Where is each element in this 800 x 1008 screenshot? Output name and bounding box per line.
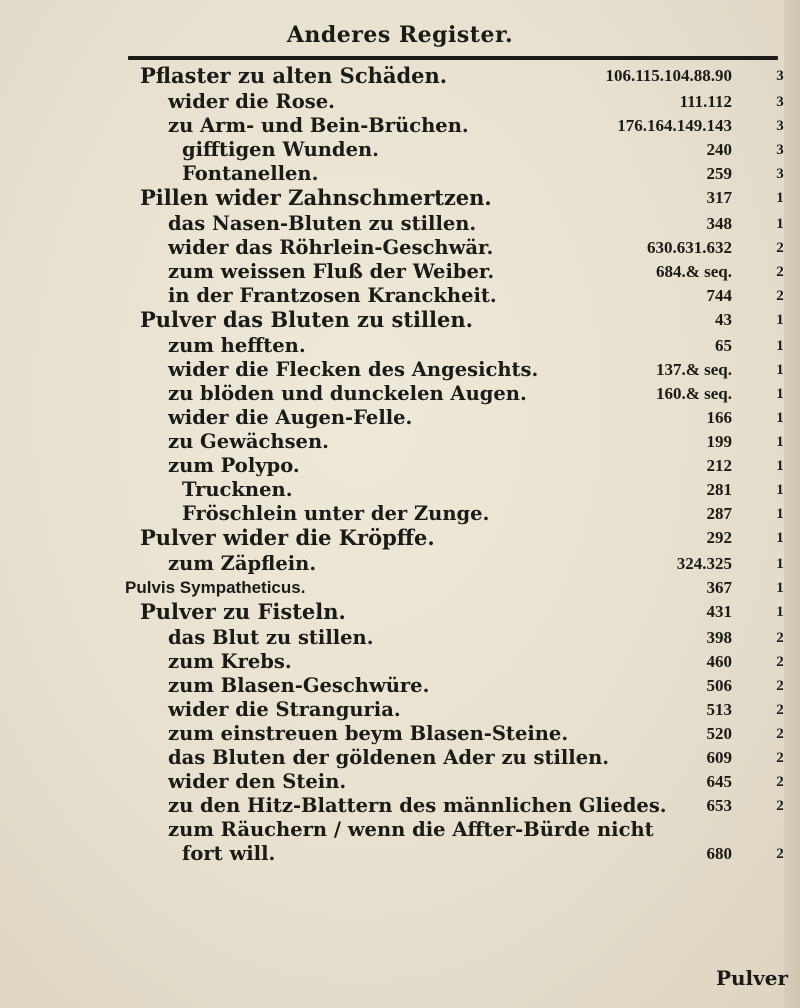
entry-pages: 506 [706,676,732,695]
register-entry [0,770,800,794]
entry-label: zum Polypo. [168,454,300,477]
entry-pages: 160.& seq. [655,384,732,403]
entry-pages: 43 [715,310,732,329]
entry-part: 3 [776,166,784,182]
entry-pages: 653 [706,796,732,815]
register-entry [0,552,800,576]
entry-pages: 65 [715,336,732,355]
entry-part: 2 [776,726,784,742]
entry-pages: 348 [706,214,732,233]
entry-pages: 259 [706,164,732,183]
entry-label: zum einstreuen beym Blasen-Steine. [168,722,569,745]
entry-part: 1 [776,580,784,596]
register-entry [0,794,800,818]
entry-pages: 106.115.104.88.90 [605,66,732,85]
entry-label: wider die Augen-Felle. [168,406,413,429]
entry-pages: 744 [706,286,732,305]
entry-label: Pulvis Sympatheticus. [125,578,306,597]
register-entry [0,746,800,770]
entry-label: Pillen wider Zahnschmertzen. [140,185,492,210]
register-entry [0,818,800,842]
entry-part: 2 [776,798,784,814]
entry-part: 2 [776,702,784,718]
register-entry [0,90,800,114]
register-entry [0,650,800,674]
entry-part: 2 [776,264,784,280]
entry-part: 1 [776,434,784,450]
entry-pages: 166 [706,408,732,427]
entry-pages: 520 [706,724,732,743]
page-title: Anderes Register. [286,22,514,48]
register-entry [0,236,800,260]
register-entry [0,526,800,552]
register-entry [0,162,800,186]
entry-part: 2 [776,678,784,694]
entry-pages: 367 [706,578,732,597]
entry-pages: 609 [706,748,732,767]
entry-label: zu Arm- und Bein-Brüchen. [168,114,469,137]
entry-pages: 137.& seq. [655,360,732,379]
entry-label: Pulver zu Fisteln. [140,599,346,624]
register-entry [0,382,800,406]
entry-part: 1 [776,312,784,328]
register-entry [0,502,800,526]
entry-label: zum weissen Fluß der Weiber. [168,260,495,283]
register-entry [0,454,800,478]
entry-part: 1 [776,216,784,232]
entry-label: Trucknen. [182,478,293,501]
entry-pages: 287 [706,504,732,523]
entry-pages: 240 [706,140,732,159]
register-entry [0,406,800,430]
register-entry [0,698,800,722]
register-entry [0,842,800,866]
header-rule [128,56,778,60]
entry-pages: 317 [706,188,732,207]
entry-pages: 111.112 [679,92,732,111]
entry-part: 3 [776,68,784,84]
register-entry [0,334,800,358]
entry-pages: 212 [706,456,732,475]
catchword: Pulver [715,966,788,990]
register-entry [0,64,800,90]
register-entry [0,626,800,650]
register-entry [0,212,800,236]
entry-part: 1 [776,482,784,498]
register-entry [0,138,800,162]
entry-pages: 281 [706,480,732,499]
entry-part: 2 [776,846,784,862]
entry-label: zum Zäpflein. [168,552,317,575]
entry-part: 1 [776,190,784,206]
entry-label: Pflaster zu alten Schäden. [140,63,448,88]
entry-pages: 684.& seq. [655,262,732,281]
register-entry [0,674,800,698]
register-entry [0,478,800,502]
entry-label: wider die Stranguria. [168,698,401,721]
entry-part: 3 [776,118,784,134]
entry-part: 1 [776,556,784,572]
entry-pages: 513 [706,700,732,719]
register-entry [0,600,800,626]
register-entry [0,722,800,746]
entry-pages: 460 [706,652,732,671]
register-entry [0,186,800,212]
entry-label: zu blöden und dunckelen Augen. [168,382,527,405]
register-entries [0,64,800,866]
register-entry [0,308,800,334]
entry-part: 1 [776,604,784,620]
entry-label: Fontanellen. [182,162,319,185]
register-entry [0,358,800,382]
entry-label: zu den Hitz-Blattern des männlichen Gliedes. [168,794,667,817]
entry-pages: 199 [706,432,732,451]
entry-part: 2 [776,654,784,670]
entry-part: 1 [776,386,784,402]
entry-label: zum Räuchern / wenn die Affter-Bürde nicht [168,818,654,841]
entry-label: zu Gewächsen. [168,430,329,453]
entry-label: Pulver das Bluten zu stillen. [140,307,473,332]
entry-label: zum hefften. [168,334,306,357]
entry-pages: 630.631.632 [647,238,732,257]
entry-part: 1 [776,458,784,474]
entry-label: zum Blasen-Geschwüre. [168,674,430,697]
entry-part: 1 [776,338,784,354]
entry-label: gifftigen Wunden. [182,138,379,161]
entry-label: das Bluten der göldenen Ader zu stillen. [168,746,610,769]
entry-label: zum Krebs. [168,650,292,673]
entry-part: 2 [776,288,784,304]
entry-label: wider das Röhrlein-Geschwär. [168,236,494,259]
entry-pages: 645 [706,772,732,791]
entry-label: wider die Rose. [168,90,335,113]
entry-part: 3 [776,94,784,110]
entry-part: 1 [776,506,784,522]
entry-pages: 176.164.149.143 [617,116,732,135]
entry-pages: 398 [706,628,732,647]
entry-label: fort will. [182,842,276,865]
register-entry [0,114,800,138]
entry-pages: 680 [706,844,732,863]
entry-label: das Nasen-Bluten zu stillen. [168,212,477,235]
entry-label: Pulver wider die Kröpffe. [140,525,435,550]
entry-part: 3 [776,142,784,158]
entry-label: Fröschlein unter der Zunge. [182,502,490,525]
register-entry [0,430,800,454]
entry-pages: 292 [706,528,732,547]
entry-part: 2 [776,630,784,646]
register-entry [0,260,800,284]
register-entry [0,576,800,600]
entry-part: 1 [776,530,784,546]
entry-label: wider den Stein. [168,770,347,793]
entry-pages: 324.325 [676,554,732,573]
entry-part: 2 [776,750,784,766]
entry-pages: 431 [706,602,732,621]
entry-label: wider die Flecken des Angesichts. [168,358,539,381]
entry-part: 2 [776,240,784,256]
register-entry [0,284,800,308]
entry-part: 2 [776,774,784,790]
entry-label: das Blut zu stillen. [168,626,374,649]
entry-label: in der Frantzosen Kranckheit. [168,284,497,307]
entry-part: 1 [776,410,784,426]
entry-part: 1 [776,362,784,378]
